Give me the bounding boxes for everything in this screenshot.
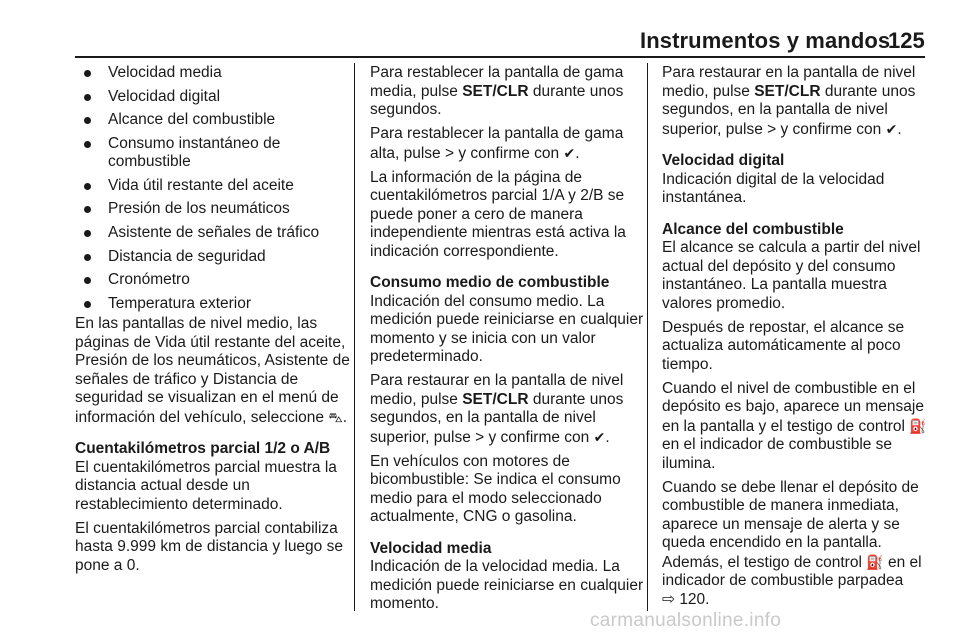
- paragraph: El cuentakilómetros parcial contabiliza hasta 9.999 km de distancia y luego se pone a 0.: [75, 519, 343, 574]
- bullet-icon: [84, 117, 91, 124]
- section-heading-consumo: Consumo medio de combustible: [370, 274, 610, 291]
- check-icon: ✔: [593, 428, 606, 445]
- paragraph: Para restablecer la pantalla de gama media, pulse SET/CLR durante unos segundos.: [370, 64, 624, 118]
- bullet-icon: [84, 301, 91, 308]
- list-item: Cronómetro: [75, 271, 351, 290]
- paragraph: Cuando el nivel de combustible en el depósito es bajo, aparece un mensaje en la pantalla y el testigo de control ⛽ en el indicador de combustible se ilumina.: [662, 379, 927, 472]
- paragraph: El alcance se calcula a partir del nivel actual del depósito y del consumo instantáneo. La pantalla muestra valores promedio.: [662, 239, 921, 312]
- list-item: Consumo instantáneo de combustible: [75, 135, 351, 172]
- display-pages-list: [75, 64, 351, 313]
- bullet-icon: [84, 141, 91, 148]
- header-rule: [75, 56, 925, 58]
- paragraph: En vehículos con motores de bicombustible: Se indica el consumo medio para el modo seleccionado actualmente, CNG o gasolina.: [370, 452, 621, 525]
- setclr-label: SET/CLR: [462, 390, 529, 408]
- paragraph: La información de la página de cuentakilómetros parcial 1/A y 2/B se puede poner a cero de manera independiente mientras está activa la indicación correspondiente.: [370, 168, 626, 260]
- list-item: Asistente de señales de tráfico: [75, 224, 351, 243]
- paragraph: El cuentakilómetros parcial muestra la distancia actual desde un restablecimiento determinado.: [75, 458, 337, 513]
- list-item: Alcance del combustible: [75, 111, 351, 130]
- page-header-title: Instrumentos y mandos: [640, 28, 891, 53]
- section-heading-velocidad-media: Velocidad media: [370, 539, 492, 557]
- paragraph: Para restaurar en la pantalla de nivel medio, pulse SET/CLR durante unos segundos, en la pantalla de nivel superior, pulse > y confirme con ✔.: [370, 372, 624, 446]
- fuel-pump-icon: ⛽: [866, 553, 884, 570]
- page-reference-arrow-icon: ⇨: [662, 590, 675, 608]
- paragraph: Para restaurar en la pantalla de nivel medio, pulse SET/CLR durante unos segundos, en la pantalla de nivel superior, pulse > y confirme con ✔.: [662, 64, 916, 138]
- paragraph: Cuando se debe llenar el depósito de combustible de manera inmediata, aparece un mensaje de alerta y se queda encendido en la pantalla. Además, el testigo de control ⛽ en el indicador de combustible parpadea ⇨ 120.: [662, 478, 922, 608]
- column-2: [370, 64, 646, 614]
- setclr-label: SET/CLR: [462, 82, 529, 100]
- intro-paragraph: En las pantallas de nivel medio, las páginas de Vida útil restante del aceite, Presión de los neumáticos, Asistente de señales de tráfico y Distancia de seguridad se visualizan en el menú de información del vehículo, seleccione ⛍.: [75, 315, 350, 426]
- list-item: Vida útil restante del aceite: [75, 177, 351, 196]
- bullet-icon: [84, 230, 91, 237]
- bullet-icon: [84, 206, 91, 213]
- page-reference[interactable]: 120.: [679, 590, 710, 608]
- bullet-icon: [84, 254, 91, 261]
- paragraph: Indicación de la velocidad media. La medición puede reiniciarse en cualquier momento.: [370, 558, 644, 612]
- section-heading-velocidad-digital: Velocidad digital: [662, 152, 785, 169]
- list-item: Velocidad media: [75, 64, 351, 83]
- list-item: Velocidad digital: [75, 88, 351, 107]
- column-1: [75, 64, 351, 614]
- paragraph: Indicación digital de la velocidad instantánea.: [662, 170, 885, 206]
- list-item: Distancia de seguridad: [75, 248, 351, 267]
- column-divider-2: [647, 63, 648, 611]
- car-icon: ⛍: [328, 408, 343, 425]
- bullet-icon: [84, 70, 91, 77]
- bullet-icon: [84, 94, 91, 101]
- chevron-right-icon: >: [475, 428, 485, 446]
- column-3: [662, 64, 938, 614]
- list-item: Presión de los neumáticos: [75, 200, 351, 219]
- watermark: carmanualsonline.info: [590, 610, 782, 631]
- section-heading-trip: Cuentakilómetros parcial 1/2 o A/B: [75, 440, 331, 458]
- bullet-icon: [84, 183, 91, 190]
- paragraph: Después de repostar, el alcance se actualiza automáticamente al poco tiempo.: [662, 318, 905, 373]
- fuel-pump-icon: ⛽: [909, 417, 927, 434]
- page-number: 125: [888, 28, 925, 53]
- bullet-icon: [84, 277, 91, 284]
- check-icon: ✔: [885, 120, 898, 137]
- paragraph: Para restablecer la pantalla de gama alta, pulse > y confirme con ✔.: [370, 125, 624, 162]
- chevron-right-icon: >: [767, 120, 777, 138]
- paragraph: Indicación del consumo medio. La medición puede reiniciarse en cualquier momento y se inicia con un valor predeterminado.: [370, 292, 644, 365]
- chevron-right-icon: >: [444, 144, 455, 162]
- setclr-label: SET/CLR: [754, 82, 821, 100]
- check-icon: ✔: [563, 144, 576, 161]
- list-item: Temperatura exterior: [75, 295, 351, 314]
- section-heading-alcance: Alcance del combustible: [662, 220, 844, 238]
- column-divider-1: [354, 63, 355, 611]
